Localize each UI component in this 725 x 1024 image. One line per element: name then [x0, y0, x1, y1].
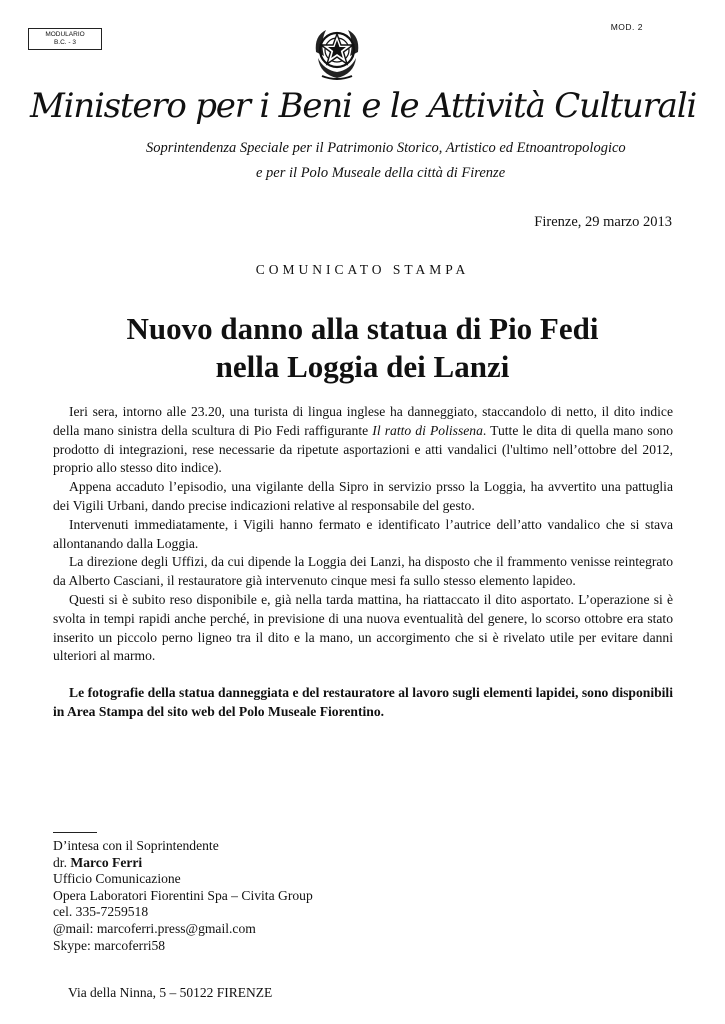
modulario-label: MODULARIO [45, 31, 85, 38]
signature-divider [53, 832, 97, 833]
intesa-line: D’intesa con il Soprintendente [53, 838, 219, 853]
paragraph-5: Questi si è subito reso disponibile e, già nella tarda mattina, ha riattaccato il dito asportato. L’operazione si è svolta in tempi rapidi anche perché, in previsione di una nuova eventualità del genere, lo scorso ottobre era stato inserito un piccolo perno ligneo tra il dito e la mano, un accorgimento che si è rivelato utile per evitare danni ulteriori al marmo. [53, 591, 673, 664]
headline-line-2: nella Loggia dei Lanzi [215, 349, 510, 384]
paragraph-4: La direzione degli Uffizi, da cui dipende la Loggia dei Lanzi, ha disposto che il frammento venisse reintegrato da Alberto Casciani, il restauratore già intervenuto cinque mesi fa sullo stesso elemento lapideo. [53, 554, 673, 589]
company-line: Opera Laboratori Fiorentini Spa – Civita Group [53, 887, 313, 903]
phone-line: cel. 335-7259518 [53, 904, 149, 920]
name-prefix: dr. [53, 854, 71, 870]
contact-name: Marco Ferri [70, 854, 143, 870]
soprintendenza-line-2: e per il Polo Museale della città di Firenze [256, 165, 506, 181]
footer-address: Via della Ninna, 5 – 50122 FIRENZE [68, 985, 273, 1000]
date-line: Firenze, 29 marzo 2013 [534, 214, 672, 230]
headline-line-1: Nuovo danno alla statua di Pio Fedi [126, 311, 599, 346]
office-line: Ufficio Comunicazione [53, 871, 181, 887]
paragraph-1 [53, 403, 673, 478]
closing-paragraph: Le fotografie della statua danneggiata e del restauratore al lavoro sugli elementi lapidei, sono disponibili in Area Stampa del sito web del Polo Museale Fiorentino. [53, 685, 673, 719]
email-line: @mail: marcoferri.press@gmail.com [53, 920, 256, 936]
paragraph-1-text-b: . Tutte le dita di quella mano sono prodotto di integrazioni, rese necessarie da ripetute asportazioni e atti vandalici (l'ultimo nell’ottobre del 2012, proprio allo stesso dito indice). [53, 422, 674, 476]
soprintendenza-line-1: Soprintendenza Speciale per il Patrimonio Storico, Artistico ed Etnoantropologico [146, 140, 626, 156]
modulario-code: B.C. - 3 [53, 39, 77, 46]
skype-line: Skype: marcoferri58 [53, 937, 166, 953]
contact-name-line [53, 855, 313, 872]
paragraph-2: Appena accaduto l’episodio, una vigilante della Sipro in servizio prsso la Loggia, ha avvertito una pattuglia dei Vigili Urbani, dando precise indicazioni relative al responsabile del gesto. [53, 479, 673, 513]
italian-republic-emblem-icon [310, 22, 364, 82]
modulario-box [28, 28, 102, 50]
document-type: COMUNICATO STAMPA [255, 262, 470, 277]
paragraph-1-text-a: Ieri sera, intorno alle 23.20, una turista di lingua inglese ha danneggiato, staccandolo di netto, il dito indice della mano sinistra della scultura di Pio Fedi raffigurante [53, 404, 673, 438]
artwork-title: Il ratto di Polissena [372, 422, 483, 438]
headline [0, 310, 725, 386]
ministry-title: Ministero per i Beni e le Attività Culturali [30, 86, 697, 126]
mod-label: MOD. 2 [610, 22, 643, 32]
press-release-body [53, 403, 673, 722]
paragraph-3: Intervenuti immediatamente, i Vigili hanno fermato e identificato l’autrice dell’atto vandalico che si stava allontanando dalla Loggia. [53, 516, 673, 551]
contacts-block [53, 838, 313, 954]
